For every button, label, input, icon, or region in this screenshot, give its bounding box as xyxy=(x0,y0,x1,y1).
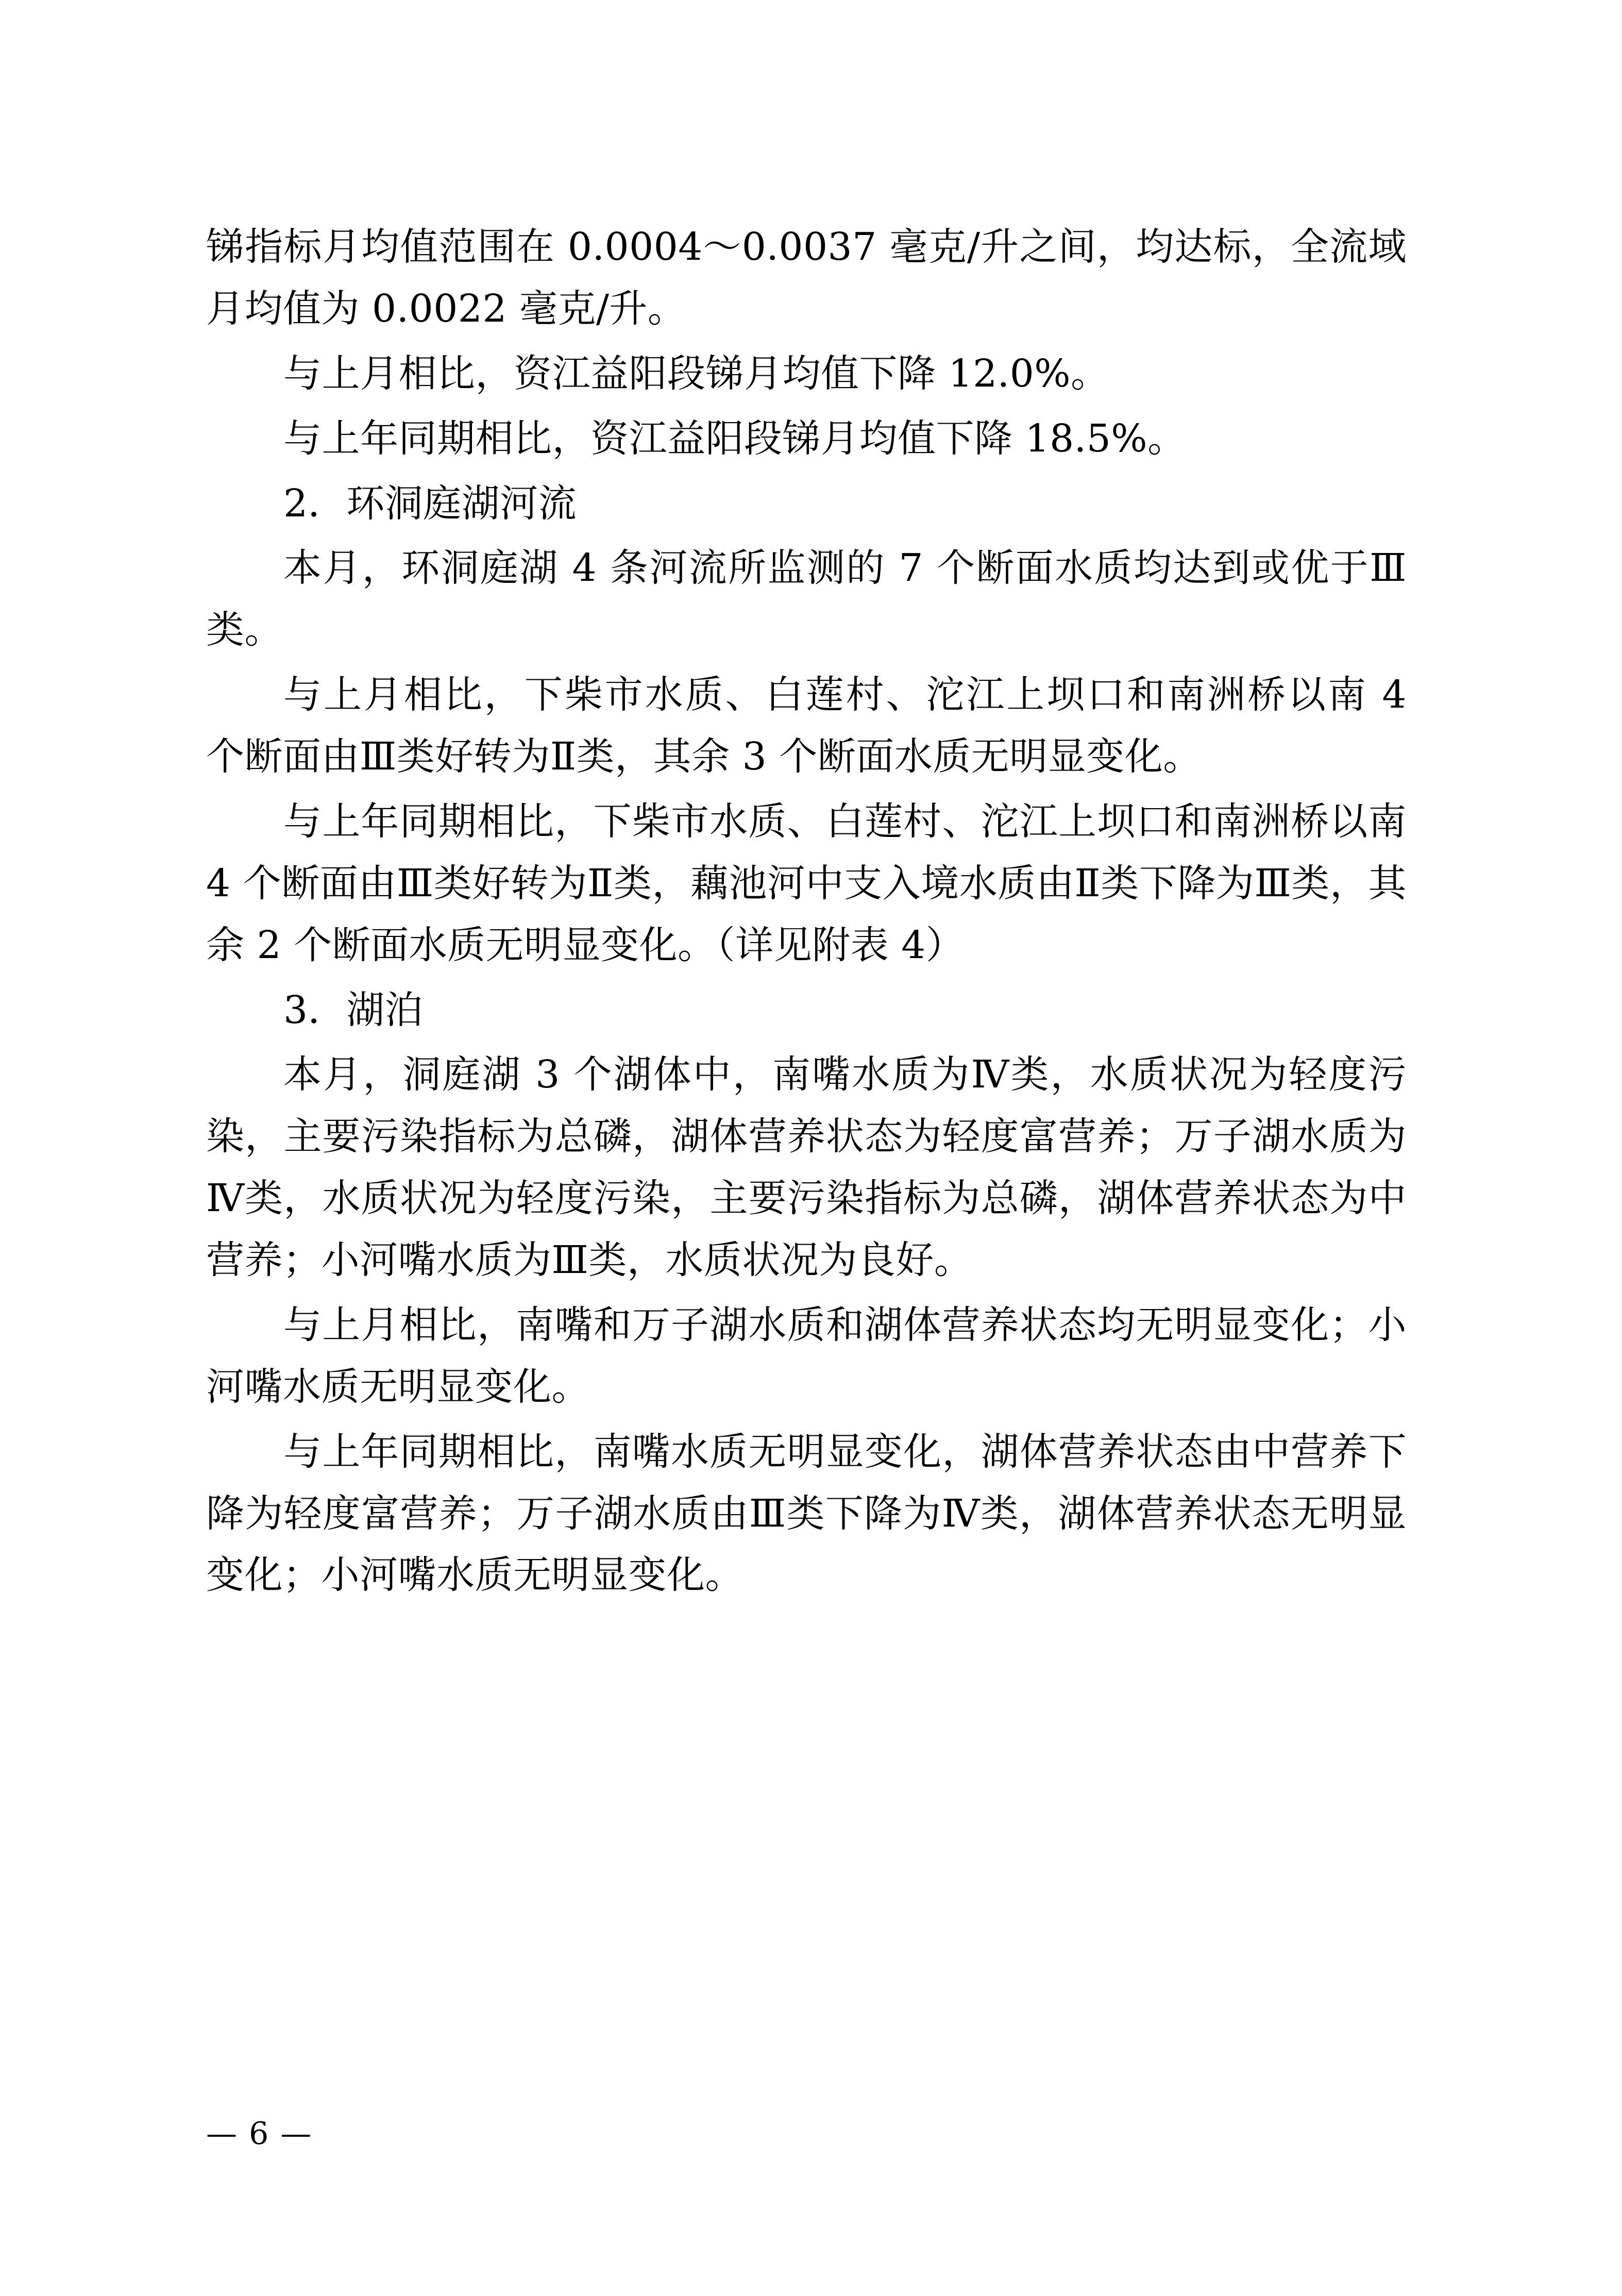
paragraph: 与上年同期相比，下柴市水质、白莲村、沱江上坝口和南洲桥以南 4 个断面由Ⅲ类好转为Ⅱ类，藕池河中支入境水质由Ⅱ类下降为Ⅲ类，其余 2 个断面水质无明显变化。（详见附表 4） xyxy=(206,799,1420,967)
paragraph: 锑指标月均值范围在 0.0004～0.0037 毫克/升之间，均达标，全流域月均值为 0.0022 毫克/升。 xyxy=(206,225,1407,331)
paragraph: 本月，洞庭湖 3 个湖体中，南嘴水质为Ⅳ类，水质状况为轻度污染，主要污染指标为总磷，湖体营养状态为轻度富营养；万子湖水质为Ⅳ类，水质状况为轻度污染，主要污染指标为总磷，湖体营养状态为中营养；小河嘴水质为Ⅲ类，水质状况为良好。 xyxy=(206,1052,1407,1282)
paragraph: 与上月相比，资江益阳段锑月均值下降 12.0%。 xyxy=(283,351,1109,396)
paragraph: 与上月相比，下柴市水质、白莲村、沱江上坝口和南洲桥以南 4 个断面由Ⅲ类好转为Ⅱ类，其余 3 个断面水质无明显变化。 xyxy=(206,673,1420,779)
section-heading-3: 3．湖泊 xyxy=(283,987,424,1032)
document-body xyxy=(206,216,1420,1610)
paragraph: 本月，环洞庭湖 4 条河流所监测的 7 个断面水质均达到或优于Ⅲ类。 xyxy=(206,546,1407,652)
paragraph: 与上年同期相比，资江益阳段锑月均值下降 18.5%。 xyxy=(283,416,1186,461)
page-number: — 6 — xyxy=(206,2116,313,2152)
paragraph: 与上年同期相比，南嘴水质无明显变化，湖体营养状态由中营养下降为轻度富营养；万子湖水质由Ⅲ类下降为Ⅳ类，湖体营养状态无明显变化；小河嘴水质无明显变化。 xyxy=(206,1429,1407,1598)
paragraph: 与上月相比，南嘴和万子湖水质和湖体营养状态均无明显变化；小河嘴水质无明显变化。 xyxy=(206,1302,1407,1409)
page-footer xyxy=(206,2116,1407,2152)
section-heading-2: 2．环洞庭湖河流 xyxy=(283,481,577,526)
